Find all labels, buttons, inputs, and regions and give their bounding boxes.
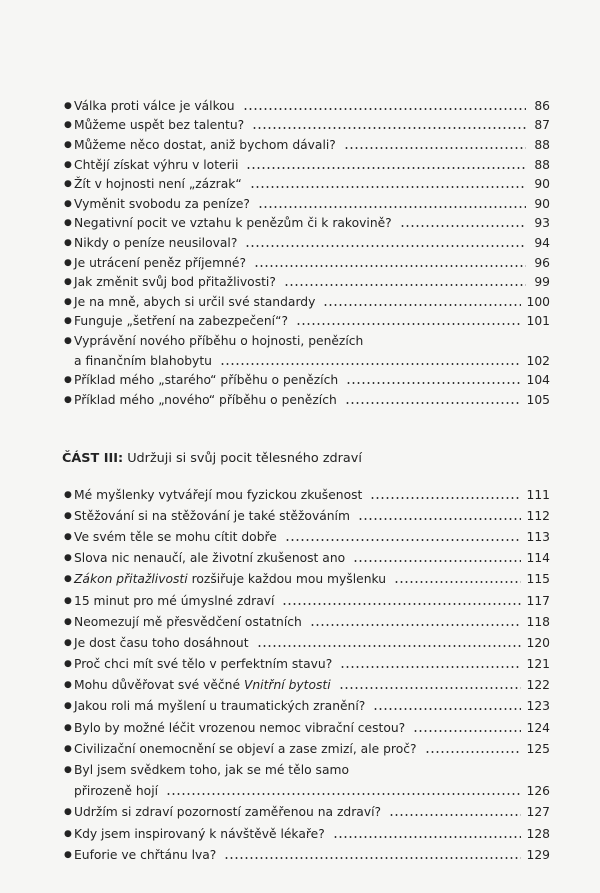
entry-title-text: Negativní pocit ve vztahu k penězům či k rakovině?	[74, 216, 392, 231]
dot-leader	[394, 581, 520, 583]
dot-leader	[246, 167, 526, 169]
dot-leader	[258, 206, 526, 208]
entry-title	[74, 314, 288, 328]
entry-title-text: Příklad mého „starého“ příběhu o penězích	[74, 373, 339, 388]
entry-title	[74, 236, 237, 250]
bullet-icon: ●	[64, 179, 72, 190]
bullet-icon: ●	[64, 100, 72, 111]
toc-entry[interactable]	[60, 505, 550, 526]
toc-section-health	[60, 484, 550, 865]
page-number: 124	[526, 720, 550, 735]
entry-title-text: Udržím si zdraví pozorností zaměřenou na zdraví?	[74, 805, 382, 820]
entry-title-text: Mohu důvěřovat své věčné	[74, 678, 244, 693]
entry-title	[74, 742, 417, 756]
page-number: 93	[534, 216, 550, 231]
dot-leader	[358, 518, 521, 520]
entry-title	[74, 177, 242, 191]
page-number: 101	[526, 314, 550, 329]
dot-leader	[333, 836, 521, 838]
bullet-icon: ●	[64, 574, 72, 585]
bullet-icon: ●	[64, 807, 72, 818]
entry-title-text: Mé myšlenky vytvářejí mou fyzickou zkušenost	[74, 487, 363, 502]
entry-title-text: 15 minut pro mé úmyslné zdraví	[74, 593, 275, 608]
dot-leader	[400, 225, 526, 227]
bullet-icon: ●	[64, 510, 72, 521]
bullet-icon: ●	[64, 637, 72, 648]
dot-leader	[370, 497, 520, 499]
page-number: 123	[526, 699, 550, 714]
toc-entry[interactable]	[60, 590, 550, 611]
toc-entry-continuation	[60, 351, 550, 371]
bullet-icon: ●	[64, 277, 72, 288]
toc-entry[interactable]	[60, 526, 550, 547]
page-number: 96	[534, 255, 550, 270]
entry-title	[74, 721, 405, 735]
page-number: 99	[534, 275, 550, 290]
page-number: 122	[526, 678, 550, 693]
page-number: 87	[534, 118, 550, 133]
entry-title-continued: přirozeně hojí	[74, 784, 159, 799]
dot-leader	[252, 127, 526, 129]
entry-title	[74, 158, 238, 172]
toc-entry[interactable]	[60, 632, 550, 653]
toc-entry[interactable]	[60, 272, 550, 292]
toc-entry[interactable]	[60, 759, 550, 780]
bullet-icon: ●	[64, 828, 72, 839]
dot-leader	[282, 603, 520, 605]
bullet-icon: ●	[64, 553, 72, 564]
entry-title	[74, 805, 381, 819]
entry-title-text: Můžeme něco dostat, aniž bychom dávali?	[74, 137, 336, 152]
entry-title	[74, 657, 332, 671]
dot-leader	[220, 363, 521, 365]
bullet-icon: ●	[64, 489, 72, 500]
page-number: 121	[526, 657, 550, 672]
entry-title-text: Žít v hojnosti není „zázrak“	[74, 177, 242, 192]
toc-entry[interactable]	[60, 844, 550, 865]
part-heading	[62, 451, 362, 466]
entry-title-text: Proč chci mít své tělo v perfektním stavu?	[74, 657, 333, 672]
dot-leader	[285, 539, 521, 541]
bullet-icon: ●	[64, 680, 72, 691]
toc-entry[interactable]	[60, 390, 550, 410]
bullet-icon: ●	[64, 257, 72, 268]
toc-entry[interactable]	[60, 654, 550, 675]
dot-leader	[224, 857, 520, 859]
dot-leader	[323, 304, 520, 306]
bullet-icon: ●	[64, 849, 72, 860]
page-number: 125	[526, 741, 550, 756]
page-number: 102	[526, 353, 550, 368]
entry-title-text: Bylo by možné léčit vrozenou nemoc vibrační cestou?	[74, 720, 406, 735]
toc-entry[interactable]	[60, 675, 550, 696]
dot-leader	[310, 624, 521, 626]
entry-title-text: Chtějí získat výhru v loterii	[74, 157, 239, 172]
entry-title-text: Můžeme uspět bez talentu?	[74, 118, 245, 133]
toc-entry[interactable]	[60, 292, 550, 312]
entry-title-text: Slova nic nenaučí, ale životní zkušenost ano	[74, 551, 346, 566]
page-number: 115	[526, 572, 550, 587]
dot-leader	[340, 666, 520, 668]
entry-title-text: Kdy jsem inspirovaný k návštěvě lékaře?	[74, 826, 325, 841]
toc-entry[interactable]	[60, 696, 550, 717]
entry-title-text: Euforie ve chřtánu lva?	[74, 847, 217, 862]
toc-entry[interactable]	[60, 484, 550, 505]
bullet-icon: ●	[64, 237, 72, 248]
dot-leader	[373, 708, 520, 710]
toc-entry[interactable]	[60, 233, 550, 253]
toc-entry[interactable]	[60, 717, 550, 738]
page-number: 117	[526, 593, 550, 608]
entry-title	[74, 572, 386, 586]
page-number: 90	[534, 196, 550, 211]
bullet-icon: ●	[64, 375, 72, 386]
dot-leader	[353, 560, 520, 562]
entry-title	[74, 488, 362, 502]
dot-leader	[389, 814, 520, 816]
entry-title	[74, 197, 250, 211]
page-number: 90	[534, 177, 550, 192]
entry-title-italic: Vnitřní bytosti	[243, 678, 331, 693]
entry-title-text: Civilizační onemocnění se objeví a zase zmizí, ale proč?	[74, 741, 417, 756]
bullet-icon: ●	[64, 198, 72, 209]
toc-entry[interactable]	[60, 253, 550, 273]
toc-entry[interactable]	[60, 174, 550, 194]
page-number: 111	[526, 487, 550, 502]
page-number: 118	[526, 614, 550, 629]
entry-title	[74, 848, 216, 862]
entry-title	[74, 615, 302, 629]
bullet-icon: ●	[64, 159, 72, 170]
dot-leader	[245, 245, 526, 247]
bullet-icon: ●	[64, 765, 72, 776]
page-number: 120	[526, 635, 550, 650]
toc-section-money	[60, 96, 550, 410]
toc-entry[interactable]	[60, 135, 550, 155]
page-number: 127	[526, 805, 550, 820]
page-number: 94	[534, 235, 550, 250]
toc-entry[interactable]	[60, 312, 550, 332]
dot-leader	[166, 793, 520, 795]
bullet-icon: ●	[64, 394, 72, 405]
entry-title	[74, 699, 365, 713]
entry-title	[74, 530, 277, 544]
entry-title	[74, 551, 345, 565]
bullet-icon: ●	[64, 616, 72, 627]
toc-entry-continuation	[60, 781, 550, 802]
dot-leader	[339, 687, 521, 689]
entry-title-text: Je na mně, abych si určil své standardy	[74, 294, 316, 309]
bullet-icon: ●	[64, 743, 72, 754]
page-number: 129	[526, 847, 550, 862]
toc-entry[interactable]	[60, 116, 550, 136]
entry-title-text: Jakou roli má myšlení u traumatických zranění?	[74, 699, 366, 714]
entry-title-text: Vyměnit svobodu za peníze?	[74, 196, 250, 211]
page-number: 105	[526, 392, 550, 407]
entry-title	[74, 118, 244, 132]
entry-title	[74, 678, 331, 692]
toc-entry[interactable]	[60, 155, 550, 175]
entry-title-text: Vyprávění nového příběhu o hojnosti, penězích	[74, 333, 364, 348]
entry-title	[74, 256, 246, 270]
entry-title	[74, 763, 349, 777]
page-number: 86	[534, 98, 550, 113]
entry-title	[74, 138, 336, 152]
toc-entry[interactable]	[60, 331, 550, 351]
part-title: Udržuji si svůj pocit tělesného zdraví	[127, 451, 362, 466]
page-number: 104	[526, 373, 550, 388]
toc-entry[interactable]	[60, 738, 550, 759]
entry-title	[74, 275, 276, 289]
bullet-icon: ●	[64, 316, 72, 327]
entry-title-text: Stěžování si na stěžování je také stěžováním	[74, 508, 350, 523]
bullet-icon: ●	[64, 335, 72, 346]
toc-entry[interactable]	[60, 569, 550, 590]
entry-title-text: Válka proti válce je válkou	[74, 98, 235, 113]
bullet-icon: ●	[64, 120, 72, 131]
dot-leader	[344, 147, 526, 149]
entry-title-text: Jak změnit svůj bod přitažlivosti?	[74, 275, 276, 290]
entry-title-text: Je dost času toho dosáhnout	[74, 635, 249, 650]
toc-entry[interactable]	[60, 802, 550, 823]
toc-entry[interactable]	[60, 194, 550, 214]
entry-title	[74, 393, 337, 407]
bullet-icon: ●	[64, 722, 72, 733]
dot-leader	[346, 382, 520, 384]
toc-entry[interactable]	[60, 370, 550, 390]
entry-title-text: Byl jsem svědkem toho, jak se mé tělo samo	[74, 763, 349, 778]
bullet-icon: ●	[64, 531, 72, 542]
entry-title	[74, 827, 325, 841]
dot-leader	[250, 186, 526, 188]
bullet-icon: ●	[64, 296, 72, 307]
dot-leader	[257, 645, 521, 647]
dot-leader	[284, 284, 526, 286]
dot-leader	[254, 265, 526, 267]
dot-leader	[345, 402, 521, 404]
page-number: 128	[526, 826, 550, 841]
entry-title	[74, 594, 274, 608]
page-number: 88	[534, 137, 550, 152]
page-number: 126	[526, 784, 550, 799]
toc-entry[interactable]	[60, 214, 550, 234]
entry-title	[74, 373, 338, 387]
part-label: ČÁST III:	[62, 451, 124, 466]
page-number: 112	[526, 508, 550, 523]
page-number: 113	[526, 529, 550, 544]
entry-title-text: rozšiřuje každou mou myšlenku	[187, 572, 387, 587]
entry-title	[74, 334, 363, 348]
entry-title-text: Funguje „šetření na zabezpečení“?	[74, 314, 288, 329]
bullet-icon: ●	[64, 659, 72, 670]
entry-title	[74, 99, 235, 113]
page-number: 100	[526, 294, 550, 309]
page-number: 114	[526, 551, 550, 566]
bullet-icon: ●	[64, 595, 72, 606]
entry-title-text: Nikdy o peníze neusiloval?	[74, 235, 238, 250]
page-number: 88	[534, 157, 550, 172]
entry-title	[74, 216, 392, 230]
bullet-icon: ●	[64, 139, 72, 150]
entry-title	[74, 636, 249, 650]
entry-title-continued: a finančním blahobytu	[74, 353, 212, 368]
dot-leader	[243, 108, 526, 110]
entry-title-text: Ve svém těle se mohu cítit dobře	[74, 529, 277, 544]
toc-entry[interactable]	[60, 96, 550, 116]
dot-leader	[425, 751, 521, 753]
entry-title-italic: Zákon přitažlivosti	[74, 572, 188, 587]
entry-title	[74, 295, 315, 309]
entry-title-text: Příklad mého „nového“ příběhu o penězích	[74, 392, 337, 407]
toc-entry[interactable]	[60, 548, 550, 569]
bullet-icon: ●	[64, 701, 72, 712]
entry-title-text: Je utrácení peněz příjemné?	[74, 255, 246, 270]
toc-entry[interactable]	[60, 823, 550, 844]
toc-entry[interactable]	[60, 611, 550, 632]
bullet-icon: ●	[64, 218, 72, 229]
entry-title	[74, 509, 350, 523]
dot-leader	[413, 730, 520, 732]
dot-leader	[296, 323, 521, 325]
entry-title-text: Neomezují mě přesvědčení ostatních	[74, 614, 302, 629]
